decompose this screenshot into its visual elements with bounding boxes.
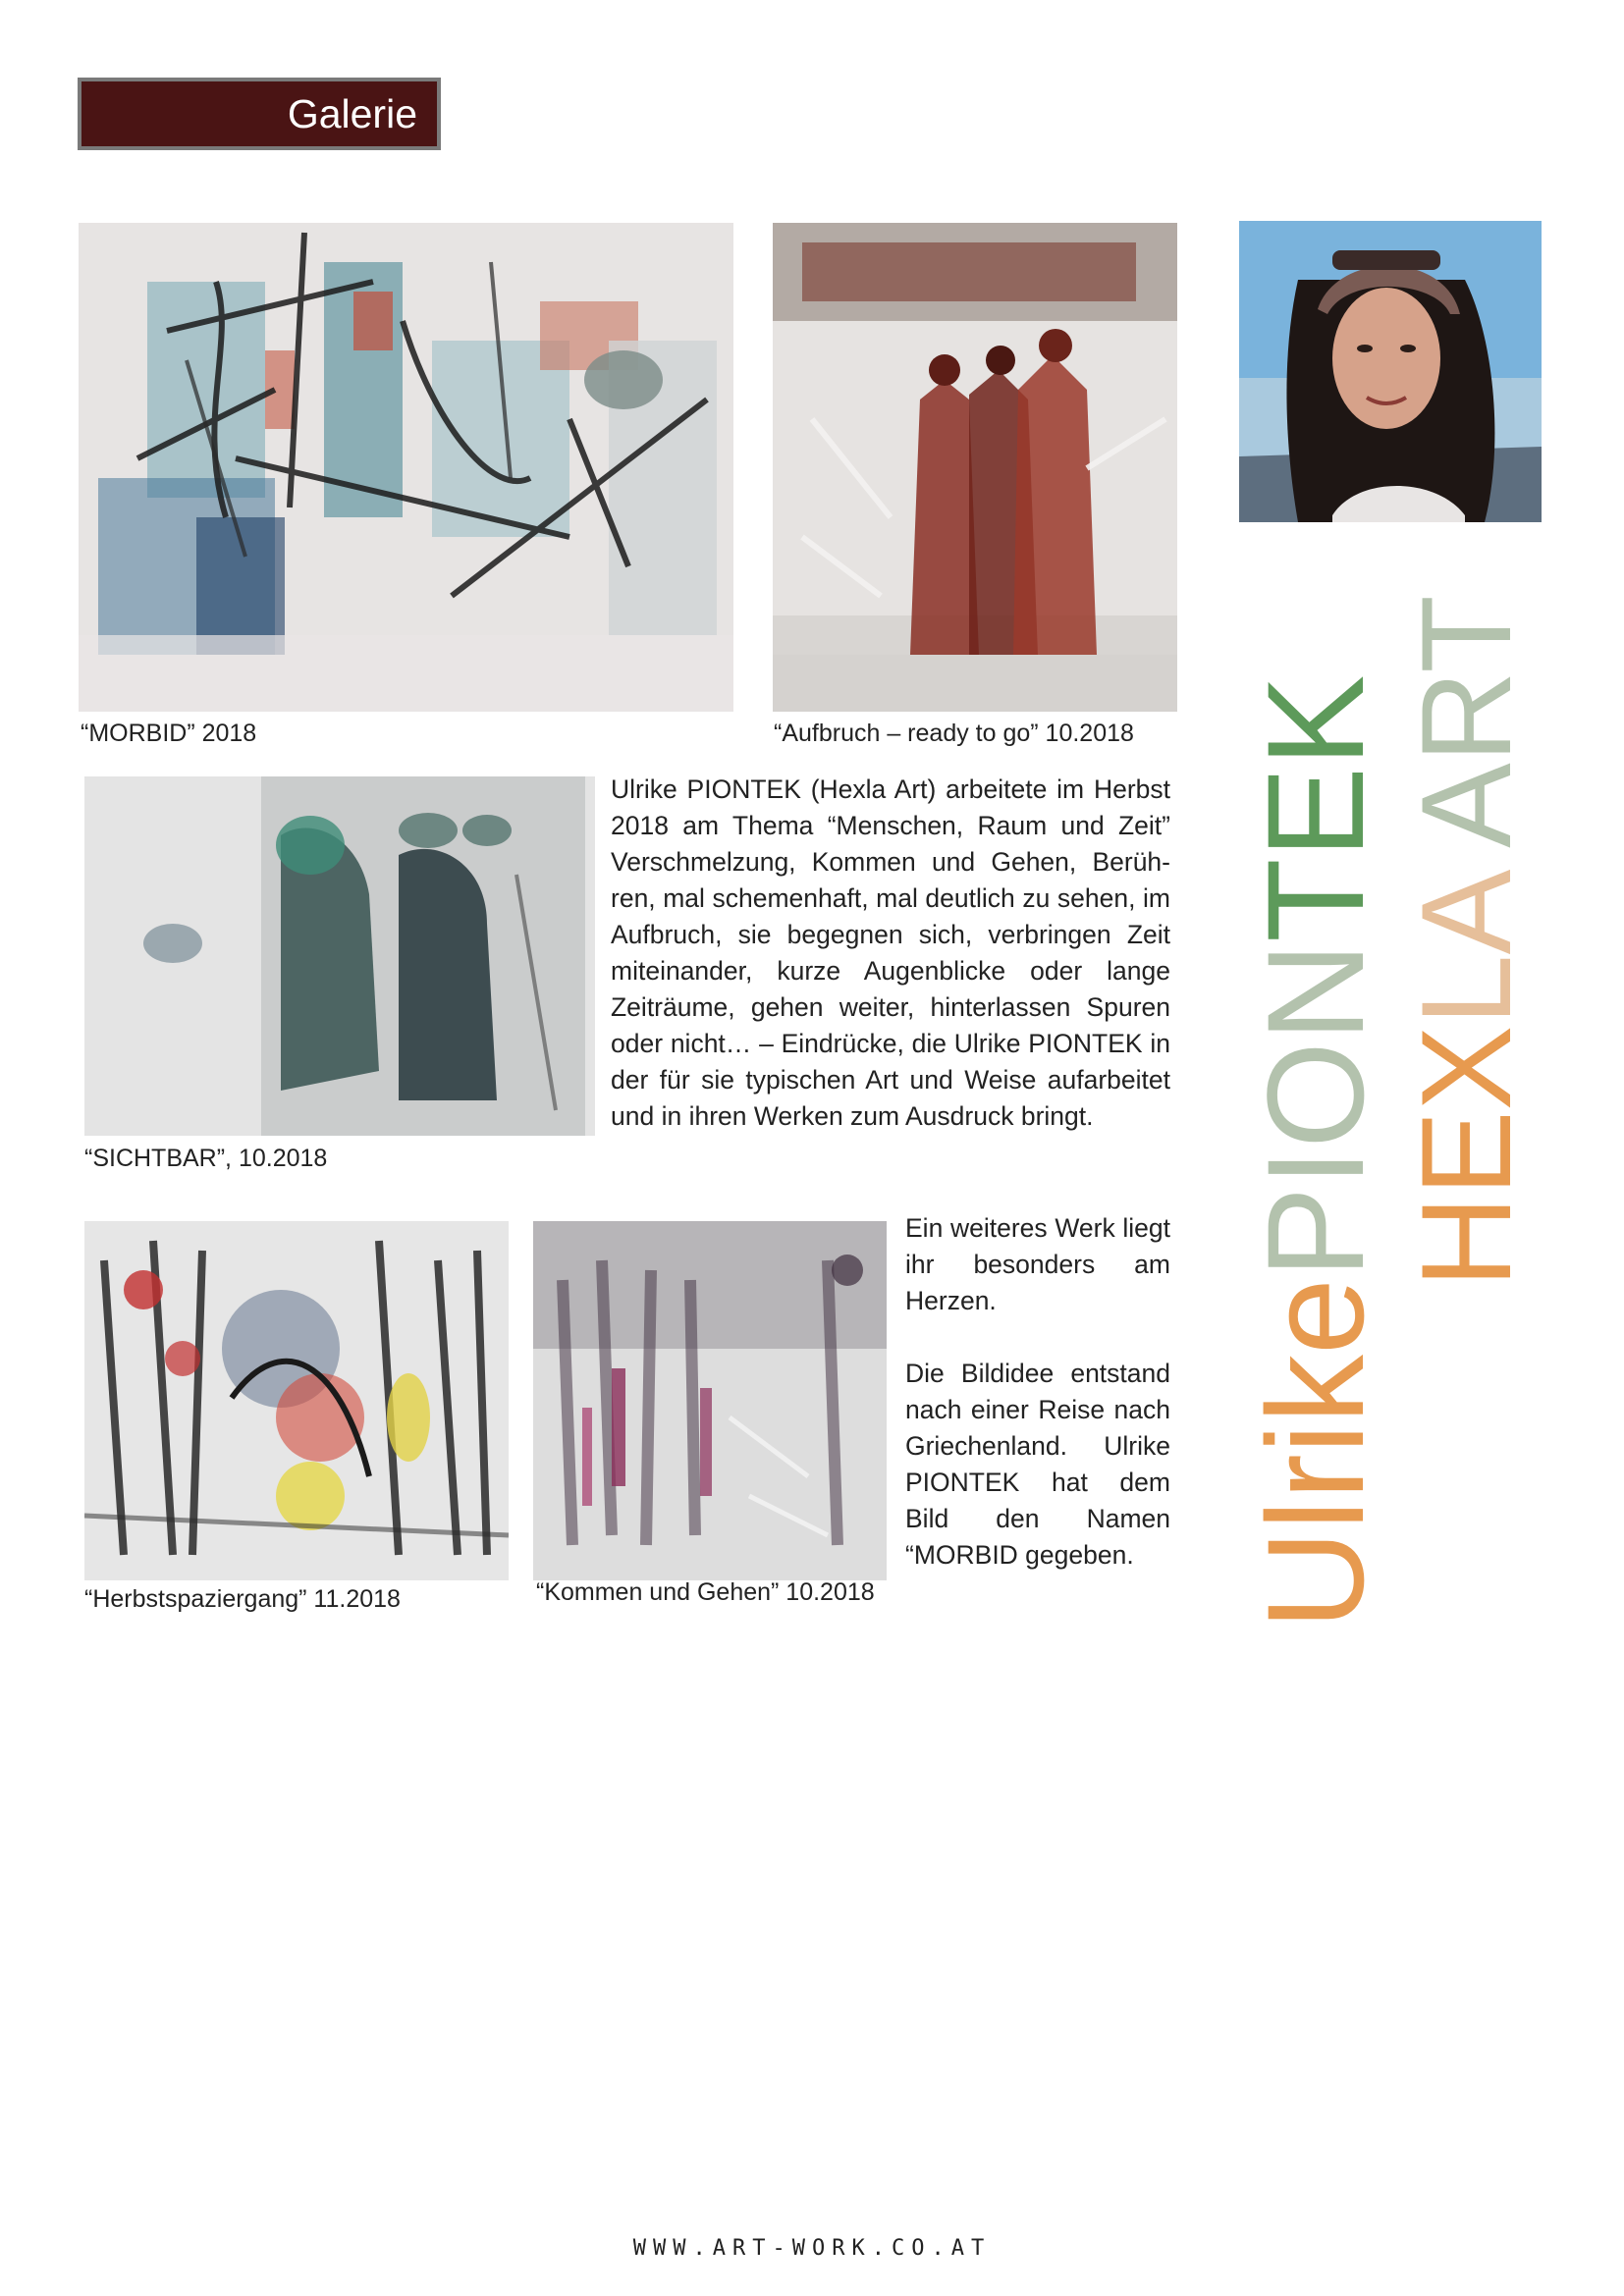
side-description — [905, 1210, 1170, 1574]
caption-sichtbar: “SICHTBAR”, 10.2018 — [84, 1145, 328, 1172]
footer-url: WWW.ART-WORK.CO.AT — [632, 2236, 992, 2261]
artist-last-name-part-b: TEK — [1238, 674, 1392, 942]
artist-first-name: Ulrike — [1238, 1278, 1392, 1629]
artist-name-vertical — [1238, 674, 1392, 1629]
painting-aufbruch — [773, 223, 1177, 712]
brand-part-b: LA — [1394, 876, 1538, 1026]
caption-herbstspaziergang: “Herbstspaziergang” 11.2018 — [84, 1585, 401, 1613]
brand-name-vertical — [1394, 595, 1538, 1288]
painting-morbid — [79, 223, 733, 712]
painting-herbstspaziergang — [84, 1221, 509, 1580]
caption-aufbruch: “Aufbruch – ready to go” 10.2018 — [774, 720, 1134, 747]
caption-morbid: “MORBID” 2018 — [81, 720, 257, 747]
section-title: Galerie — [287, 91, 417, 136]
main-description — [611, 772, 1170, 1135]
caption-kommen-und-gehen: “Kommen und Gehen” 10.2018 — [536, 1578, 875, 1606]
painting-kommen-und-gehen — [533, 1221, 887, 1580]
artist-photo — [1239, 221, 1542, 522]
section-header — [78, 78, 441, 150]
artist-last-name-part-a: PION — [1238, 941, 1392, 1279]
brand-part-a: HEX — [1394, 1025, 1538, 1288]
side-paragraph-2: Die Bildidee entstand nach einer Reise nach Griechenland. Ulrike PIONTEK hat dem Bild den Namen “MORBID gegeben. — [905, 1359, 1170, 1570]
brand-part-c: ART — [1394, 595, 1538, 877]
side-paragraph-1: Ein weiteres Werk liegt ihr besonders am Herzen. — [905, 1213, 1170, 1315]
main-description-paragraph: Ulrike PIONTEK (Hexla Art) arbeitete im Herbst 2018 am Thema “Menschen, Raum und Zeit” Verschmelzung, Kommen und Gehen, Berüh-ren, mal schemenhaft, mal deutlich zu sehen, im Aufbruch, sie begegnen sich, verbringen Zeit miteinander, kurze Augenblicke oder lange Zeiträume, gehen weiter, hinterlassen Spuren oder nicht… – Eindrücke, die Ulrike PIONTEK in der für sie typischen Art und Weise aufarbeitet und in ihren Werken zum Ausdruck bringt. — [611, 774, 1170, 1131]
painting-sichtbar — [84, 776, 595, 1136]
